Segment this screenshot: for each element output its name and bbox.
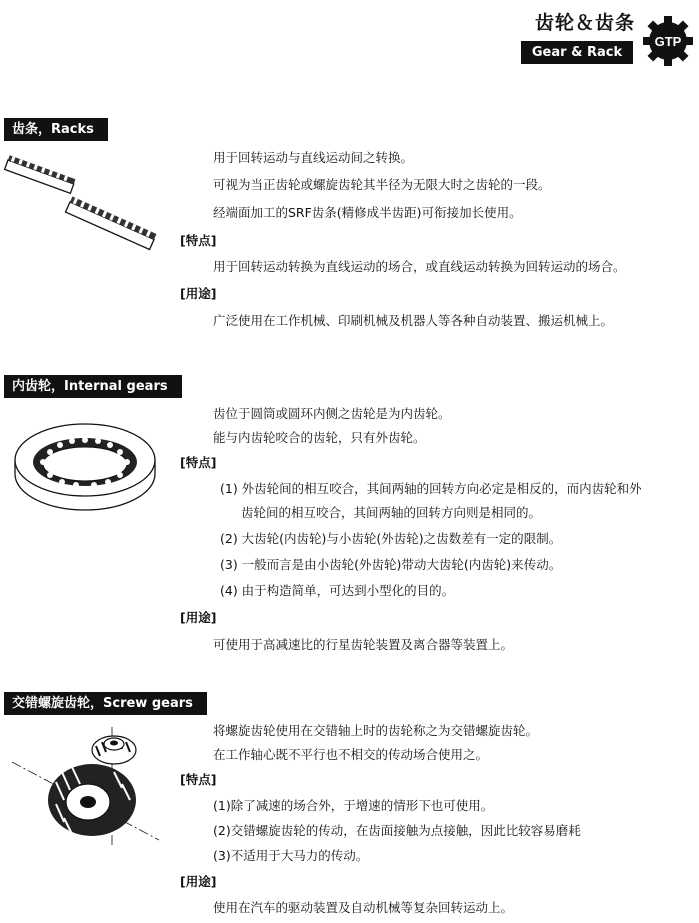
racks-use-heading: [用途] [180, 286, 217, 301]
section-label-screw-gears: 交错螺旋齿轮，Screw gears [4, 692, 207, 715]
section-label-racks: 齿条，Racks [4, 118, 108, 141]
internal-desc-1: 齿位于圆筒或圆环内侧之齿轮是为内齿轮。 [213, 406, 451, 421]
screw-gear-icon [4, 722, 164, 852]
racks-feature-heading: [特点] [180, 233, 217, 248]
internal-feature-heading: [特点] [180, 455, 217, 470]
svg-text:GTP: GTP [654, 34, 682, 49]
screw-use: 使用在汽车的驱动装置及自动机械等复杂回转运动上。 [213, 900, 514, 915]
racks-desc-3: 经端面加工的SRF齿条(精修成半齿距)可衔接加长使用。 [213, 205, 522, 220]
internal-gear-icon [10, 418, 160, 518]
screw-desc-2: 在工作轴心既不平行也不相交的传动场合使用之。 [213, 747, 489, 762]
gtp-logo-icon [641, 14, 695, 68]
internal-feature-1-cont: 齿轮间的相互咬合，其间两轴的回转方向则是相同的。 [241, 505, 542, 520]
section-label-internal-gears: 内齿轮，Internal gears [4, 375, 182, 398]
internal-feature-1: (1) 外齿轮间的相互咬合，其间两轴的回转方向必定是相反的，而内齿轮和外 [220, 481, 642, 496]
screw-desc-1: 将螺旋齿轮使用在交错轴上时的齿轮称之为交错螺旋齿轮。 [213, 723, 539, 738]
internal-feature-2: (2) 大齿轮(内齿轮)与小齿轮(外齿轮)之齿数差有一定的限制。 [220, 531, 562, 546]
page-title: 齿轮＆齿条 [534, 12, 635, 34]
racks-feature-1: 用于回转运动转换为直线运动的场合，或直线运动转换为回转运动的场合。 [213, 259, 626, 274]
screw-feature-3: (3)不适用于大马力的传动。 [213, 848, 369, 863]
internal-desc-2: 能与内齿轮咬合的齿轮，只有外齿轮。 [213, 430, 426, 445]
internal-use-heading: [用途] [180, 610, 217, 625]
internal-use: 可使用于高减速比的行星齿轮装置及离合器等装置上。 [213, 637, 514, 652]
internal-feature-4: (4) 由于构造简单，可达到小型化的目的。 [220, 583, 455, 598]
screw-feature-2: (2)交错螺旋齿轮的传动，在齿面接触为点接触，因此比较容易磨耗 [213, 823, 581, 838]
screw-feature-heading: [特点] [180, 772, 217, 787]
racks-desc-2: 可视为当正齿轮或螺旋齿轮其半径为无限大时之齿轮的一段。 [213, 177, 551, 192]
page-subtitle: Gear & Rack [521, 41, 633, 64]
rack-gear-icon [4, 152, 164, 262]
racks-use: 广泛使用在工作机械、印刷机械及机器人等各种自动装置、搬运机械上。 [213, 313, 614, 328]
racks-desc-1: 用于回转运动与直线运动间之转换。 [213, 150, 414, 165]
internal-feature-3: (3) 一般而言是由小齿轮(外齿轮)带动大齿轮(内齿轮)来传动。 [220, 557, 562, 572]
screw-feature-1: (1)除了减速的场合外，于增速的情形下也可使用。 [213, 798, 494, 813]
screw-use-heading: [用途] [180, 874, 217, 889]
